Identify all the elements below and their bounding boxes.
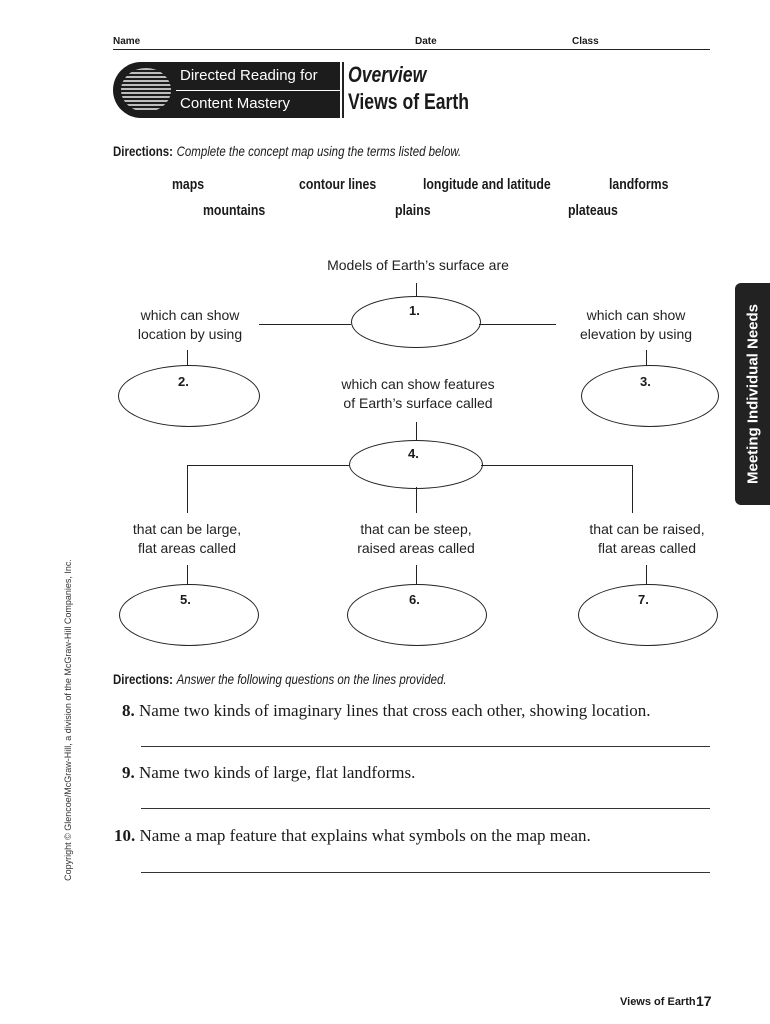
cm-branch2-line1: that can be steep,: [360, 521, 472, 537]
directions-2: [113, 671, 447, 689]
cm-connector: [416, 283, 417, 297]
question-number: 8.: [122, 701, 135, 720]
cm-center-line1: which can show features: [341, 376, 495, 392]
answer-line-8[interactable]: [141, 746, 710, 747]
cm-left-line1: which can show: [140, 307, 240, 323]
title-divider: [342, 62, 344, 118]
question-number: 10.: [114, 826, 136, 845]
cm-branch2-line2: raised areas called: [357, 540, 475, 556]
oval-1-number: 1.: [409, 303, 420, 318]
banner-divider: [176, 90, 340, 91]
cm-connector: [416, 422, 417, 440]
cm-connector: [632, 465, 633, 513]
cm-connector: [187, 465, 188, 513]
directions-1-text: Complete the concept map using the terms listed below.: [176, 143, 462, 159]
question-text: Name two kinds of imaginary lines that cross each other, showing location.: [139, 701, 651, 720]
cm-branch1-line2: flat areas called: [137, 540, 237, 556]
term-contour-lines: contour lines: [299, 176, 377, 193]
cm-connector: [481, 465, 633, 466]
banner-line1: Directed Reading for: [180, 67, 318, 84]
question-10: [114, 826, 591, 846]
title-views-of-earth: Views of Earth: [348, 89, 469, 114]
term-maps: maps: [172, 176, 205, 193]
oval-2[interactable]: [118, 365, 260, 427]
oval-3-number: 3.: [640, 374, 651, 389]
cm-right-line2: elevation by using: [579, 326, 693, 342]
term-mountains: mountains: [203, 202, 266, 219]
term-longitude-latitude: longitude and latitude: [423, 176, 551, 193]
question-text: Name two kinds of large, flat landforms.: [139, 763, 416, 782]
cm-connector: [646, 565, 647, 585]
oval-2-number: 2.: [178, 374, 189, 389]
class-label: Class: [572, 36, 599, 47]
cm-branch3-line1: that can be raised,: [589, 521, 705, 537]
question-8: [122, 701, 651, 721]
meeting-individual-needs-tab: [735, 283, 770, 505]
title-overview: Overview: [348, 62, 427, 87]
cm-connector: [187, 465, 349, 466]
question-text: Name a map feature that explains what symbols on the map mean.: [139, 826, 591, 845]
cm-connector: [416, 565, 417, 585]
header-rule: [113, 49, 710, 50]
side-tab-label: Meeting Individual Needs: [744, 303, 761, 485]
cm-connector: [646, 350, 647, 366]
page-number: 17: [696, 993, 712, 1009]
cm-branch3-line2: flat areas called: [597, 540, 697, 556]
question-9: [122, 763, 415, 783]
term-plateaus: plateaus: [568, 202, 618, 219]
globe-icon: [121, 68, 171, 112]
directions-1: [113, 143, 461, 161]
oval-4-number: 4.: [408, 446, 419, 461]
answer-line-9[interactable]: [141, 808, 710, 809]
cm-left-line2: location by using: [137, 326, 243, 342]
footer-section: Views of Earth: [620, 996, 696, 1008]
banner-line2: Content Mastery: [180, 95, 291, 112]
cm-connector: [416, 487, 417, 513]
oval-7-number: 7.: [638, 592, 649, 607]
copyright-notice: Copyright © Glencoe/McGraw-Hill, a division of the McGraw-Hill Companies, Inc.: [63, 559, 73, 881]
directions-2-label: Directions:: [113, 671, 173, 687]
cm-connector: [259, 324, 351, 325]
date-label: Date: [415, 36, 437, 47]
oval-5-number: 5.: [180, 592, 191, 607]
cm-top-text: Models of Earth’s surface are: [327, 257, 509, 273]
cm-connector: [187, 565, 188, 585]
cm-connector: [479, 324, 556, 325]
name-label: Name: [113, 36, 141, 47]
cm-connector: [187, 350, 188, 366]
directions-1-label: Directions:: [113, 143, 173, 159]
directions-2-text: Answer the following questions on the lines provided.: [176, 671, 447, 687]
oval-6-number: 6.: [409, 592, 420, 607]
term-plains: plains: [395, 202, 431, 219]
cm-right-line1: which can show: [586, 307, 686, 323]
cm-center-line2: of Earth’s surface called: [343, 395, 493, 411]
term-landforms: landforms: [609, 176, 669, 193]
cm-branch1-line1: that can be large,: [132, 521, 242, 537]
question-number: 9.: [122, 763, 135, 782]
answer-line-10[interactable]: [141, 872, 710, 873]
